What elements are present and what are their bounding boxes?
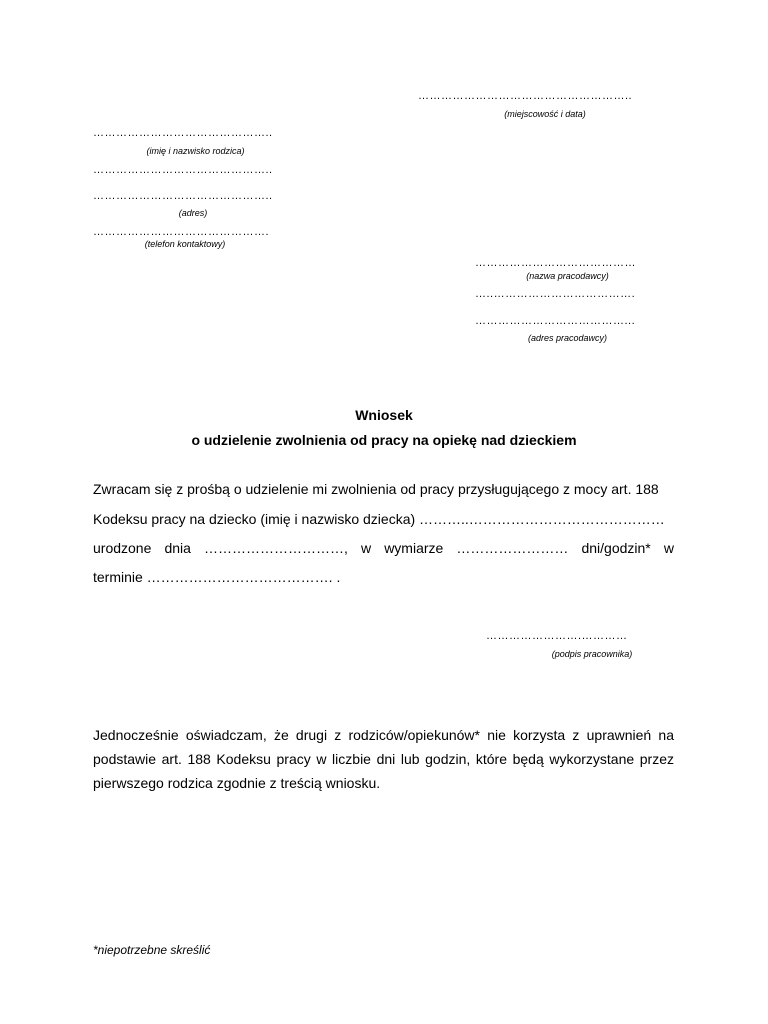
employer-address-field-1[interactable]: …..………………………………. bbox=[475, 288, 636, 300]
phone-caption: (telefon kontaktowy) bbox=[144, 239, 226, 249]
employer-name-field[interactable]: …………………………………… bbox=[475, 257, 636, 269]
parent-address-field-2[interactable]: ……………………………………….. bbox=[93, 190, 273, 202]
request-line-4: terminie …………………………………. . bbox=[93, 569, 341, 585]
birth-date-field[interactable]: …………………………, bbox=[204, 540, 348, 556]
amount-field[interactable]: …………………… bbox=[456, 540, 569, 556]
phone-field[interactable]: ………………………………………. bbox=[93, 226, 270, 238]
request-line-1: Zwracam się z prośbą o udzielenie mi zwolnienia od pracy przysługującego z mocy art. 188 bbox=[93, 481, 659, 497]
employer-address-field-2[interactable]: …………………………………... bbox=[475, 315, 636, 327]
signature-field[interactable]: …………………….………… bbox=[486, 630, 628, 642]
request-line-3 bbox=[93, 540, 674, 556]
request-word: wymiarze bbox=[384, 540, 444, 556]
request-word: w bbox=[360, 540, 372, 556]
document-title: Wniosek bbox=[355, 407, 413, 423]
request-word: w bbox=[663, 540, 674, 556]
signature-caption: (podpis pracownika) bbox=[551, 649, 633, 659]
parent-address-caption: (adres) bbox=[178, 208, 208, 218]
declaration-paragraph: Jednocześnie oświadczam, że drugi z rodziców/opiekunów* nie korzysta z uprawnień na podstawie art. 188 Kodeksu pracy w liczbie dni lub godzin, które będą wykorzystane przez pierwszego rodzica zgodnie z treścią wniosku. bbox=[93, 727, 674, 791]
employer-name-caption: (nazwa pracodawcy) bbox=[526, 271, 609, 281]
parent-name-caption: (imię i nazwisko rodzica) bbox=[146, 146, 245, 156]
place-date-field[interactable]: ……………………………………………….. bbox=[418, 90, 633, 102]
request-word: urodzone bbox=[93, 540, 152, 556]
place-date-caption: (miejscowość i data) bbox=[504, 109, 586, 119]
parent-name-field[interactable]: ……………………………………….. bbox=[93, 127, 273, 139]
request-word: dni/godzin* bbox=[581, 540, 651, 556]
document-subtitle: o udzielenie zwolnienia od pracy na opiekę nad dzieckiem bbox=[191, 432, 577, 448]
parent-address-field-1[interactable]: ……………………………………….. bbox=[93, 164, 273, 176]
request-word: dnia bbox=[164, 540, 191, 556]
footnote: *niepotrzebne skreślić bbox=[93, 943, 211, 957]
request-line-2: Kodeksu pracy na dziecko (imię i nazwisko dziecka) ………..…………………………………… bbox=[93, 511, 665, 527]
employer-address-caption: (adres pracodawcy) bbox=[527, 333, 608, 343]
